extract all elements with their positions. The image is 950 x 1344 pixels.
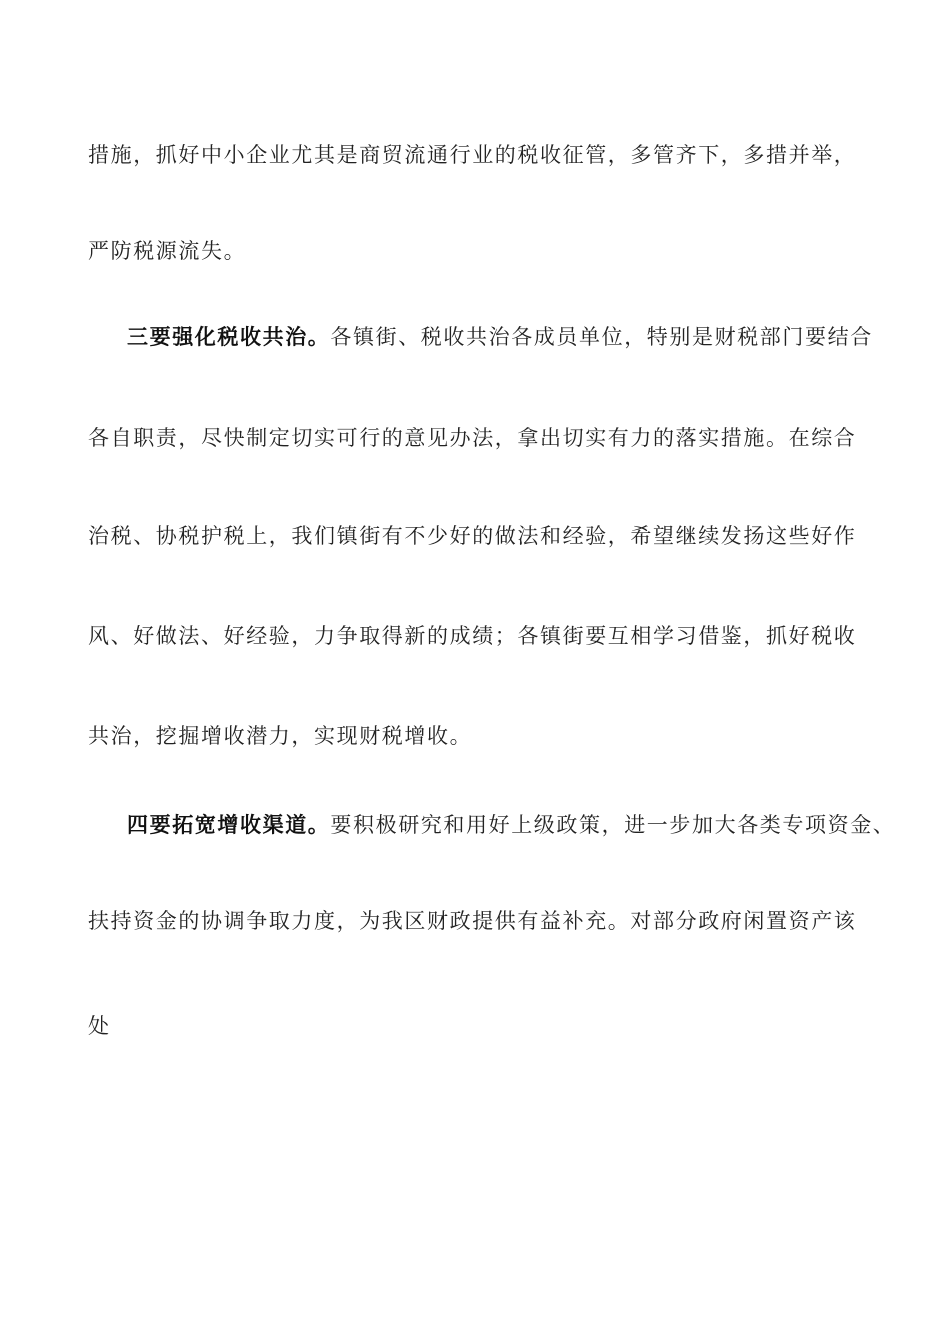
text-line: 处 [88, 1014, 111, 1038]
text-line: 风、好做法、好经验，力争取得新的成绩；各镇街要互相学习借鉴，抓好税收 [88, 624, 857, 648]
paragraph-section-4-first-line [127, 811, 927, 839]
text-line: 严防税源流失。 [88, 239, 247, 263]
text-line: 各自职责，尽快制定切实可行的意见办法，拿出切实有力的落实措施。在综合 [88, 426, 857, 450]
text-line: 扶持资金的协调争取力度，为我区财政提供有益补充。对部分政府闲置资产该 [88, 909, 857, 933]
text-line: 措施，抓好中小企业尤其是商贸流通行业的税收征管，多管齐下，多措并举， [88, 143, 857, 167]
text-line: 要积极研究和用好上级政策，进一步加大各类专项资金、 [330, 813, 896, 837]
text-line: 治税、协税护税上，我们镇街有不少好的做法和经验，希望继续发扬这些好作 [88, 524, 857, 548]
text-line: 共治，挖掘增收潜力，实现财税增收。 [88, 724, 473, 748]
section-heading-3: 三要强化税收共治。 [127, 324, 331, 349]
section-heading-4: 四要拓宽增收渠道。 [127, 812, 331, 837]
paragraph-section-3-first-line [127, 323, 927, 351]
text-line: 各镇街、税收共治各成员单位，特别是财税部门要结合 [330, 325, 873, 349]
